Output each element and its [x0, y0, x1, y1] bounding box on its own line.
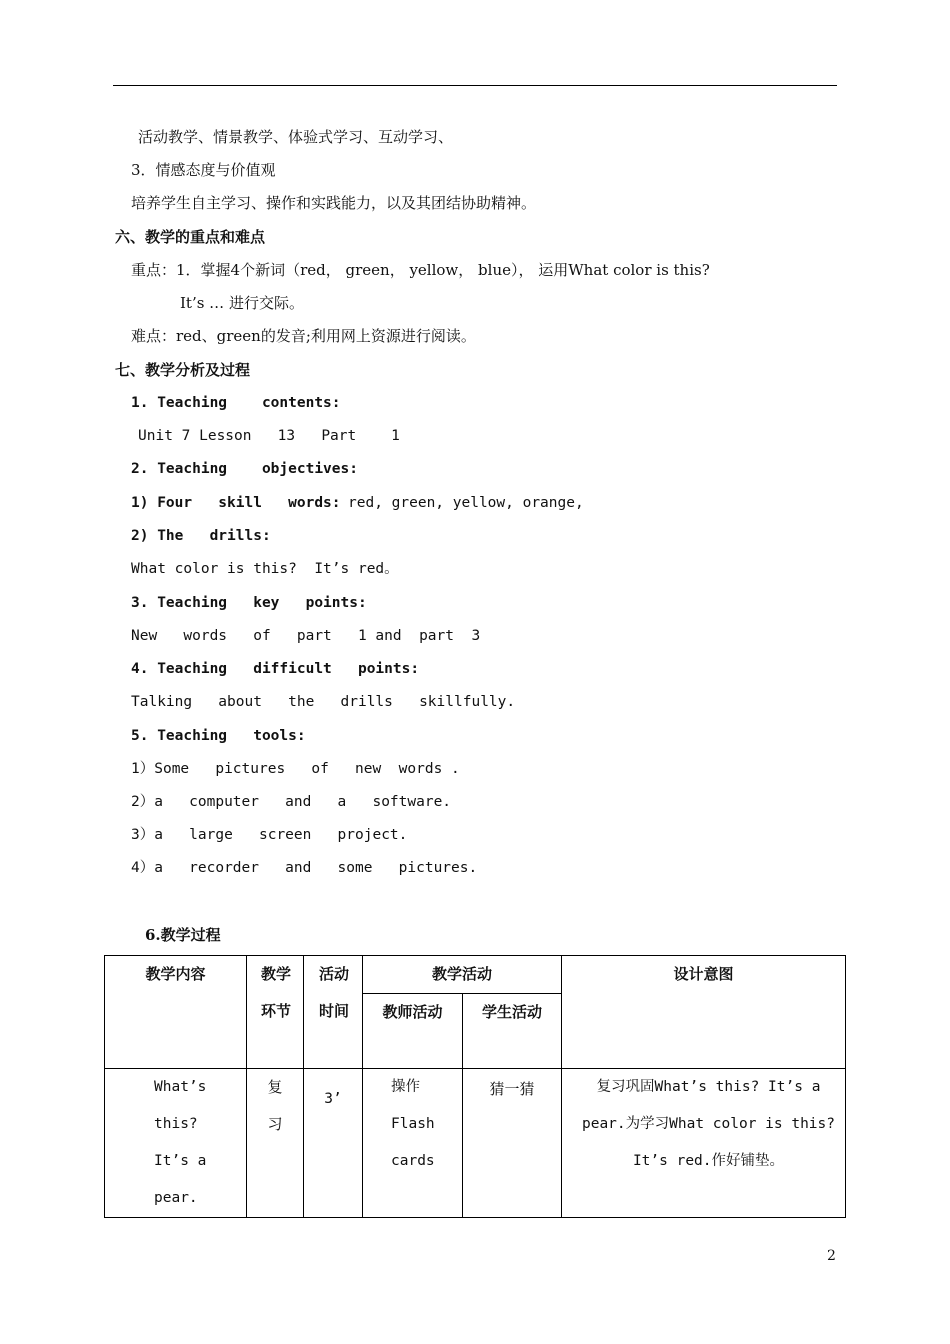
attitude-heading: 3．情感态度与价值观 [131, 161, 276, 179]
tools-heading: 5. Teaching tools: [131, 728, 306, 744]
header-time: 活动时间 [304, 956, 363, 1069]
header-stage: 教学环节 [247, 956, 304, 1069]
section-6-heading: 六、教学的重点和难点 [115, 228, 266, 246]
row-student-activity: 猜一猜 [463, 1069, 562, 1218]
drills-value: What color is this? It’s red。 [131, 561, 399, 577]
key-point-line-1: 重点：1．掌握4个新词（red， green， yellow， blue）， 运用What color is this? [131, 261, 710, 279]
teaching-methods: 活动教学、情景教学、体验式学习、互动学习、 [138, 128, 454, 146]
row-time: 3’ [304, 1069, 363, 1218]
header-content: 教学内容 [105, 956, 247, 1069]
section-7-heading: 七、教学分析及过程 [115, 361, 251, 379]
key-points-heading: 3. Teaching key points: [131, 595, 367, 611]
difficult-points-heading: 4. Teaching difficult points: [131, 661, 420, 677]
key-point-line-2: It’s … 进行交际。 [180, 294, 304, 312]
header-rule [113, 85, 837, 86]
header-teacher: 教师活动 [363, 994, 463, 1069]
difficult-point: 难点：red、green的发音;利用网上资源进行阅读。 [131, 327, 476, 345]
contents-value: Unit 7 Lesson 13 Part 1 [138, 428, 400, 444]
key-points-value: New words of part 1 and part 3 [131, 628, 481, 644]
header-intent: 设计意图 [562, 956, 846, 1069]
tool-item-3: 3）a large screen project. [131, 827, 408, 843]
row-teacher-activity: 操作 Flash cards [363, 1069, 463, 1218]
four-skill-value: red, green, yellow, orange, [348, 495, 584, 511]
process-heading: 6.教学过程 [145, 926, 221, 944]
header-activity: 教学活动 [363, 956, 562, 994]
row-stage: 复习 [247, 1069, 304, 1218]
row-intent: 复习巩固What’s this? It’s a pear.为学习What color is this? It’s red.作好铺垫。 [562, 1069, 846, 1218]
contents-heading: 1. Teaching contents: [131, 395, 341, 411]
tool-item-2: 2）a computer and a software. [131, 794, 452, 810]
row-content: What’s this? It’s a pear. [105, 1069, 247, 1218]
teaching-process-table [104, 955, 846, 1218]
difficult-points-value: Talking about the drills skillfully. [131, 694, 516, 710]
tool-item-1: 1）Some pictures of new words . [131, 761, 460, 777]
page-number: 2 [827, 1248, 836, 1264]
header-student: 学生活动 [463, 994, 562, 1069]
tool-item-4: 4）a recorder and some pictures. [131, 860, 478, 876]
four-skill-heading: 1) Four skill words: [131, 495, 341, 511]
attitude-text: 培养学生自主学习、操作和实践能力，以及其团结协助精神。 [131, 194, 537, 212]
objectives-heading: 2. Teaching objectives: [131, 461, 358, 477]
drills-heading: 2) The drills: [131, 528, 271, 544]
